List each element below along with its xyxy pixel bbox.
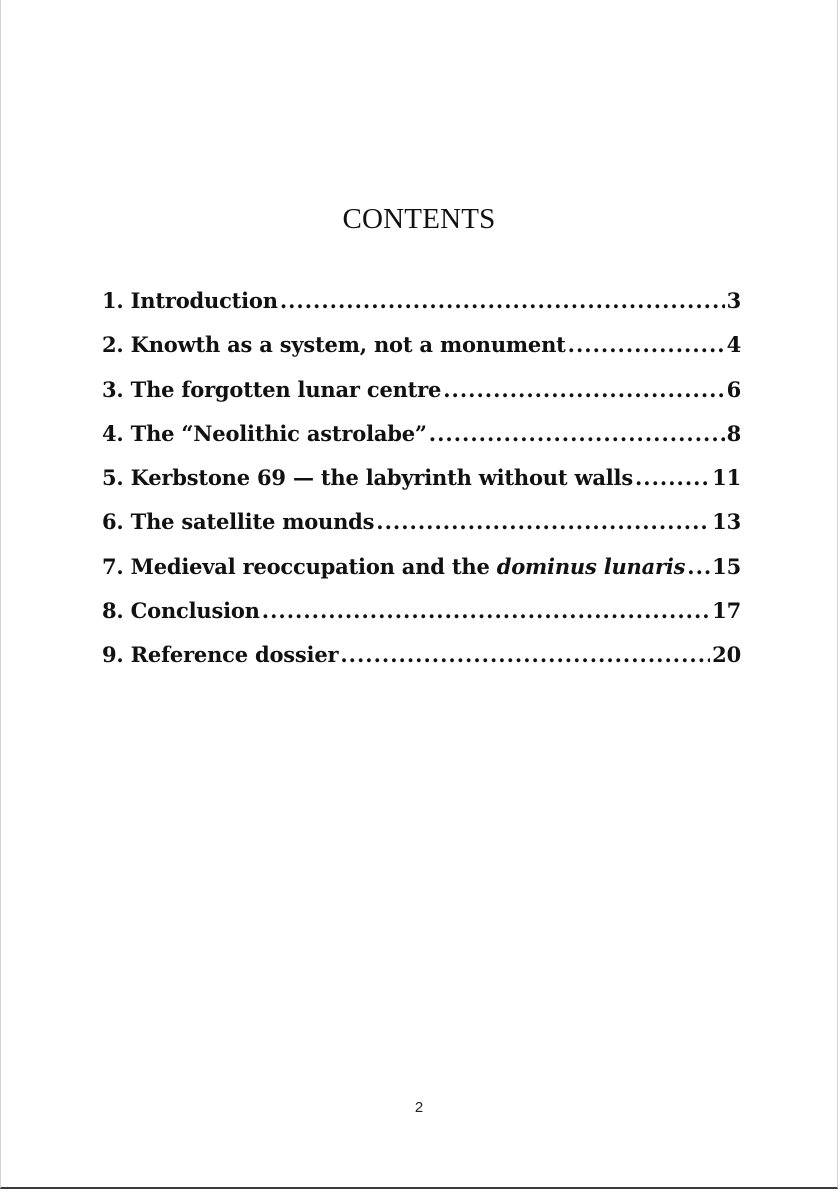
toc-entry-title: Medieval reoccupation and the: [130, 553, 497, 579]
toc-entry[interactable]: [102, 377, 741, 421]
toc-dot-leader: [340, 642, 710, 667]
toc-entry-italic-term: dominus lunaris: [496, 553, 686, 579]
toc-entry-number: 4.: [102, 420, 124, 446]
toc-entry-page: 13: [712, 509, 741, 535]
toc-entry-title: The forgotten lunar centre: [130, 376, 442, 402]
toc-entry-label: [102, 377, 441, 402]
toc-entry[interactable]: [102, 509, 741, 553]
toc-entry-label: [102, 509, 374, 534]
toc-entry-title: Introduction: [130, 288, 278, 313]
toc-entry[interactable]: [102, 598, 741, 642]
toc-entry-number: 5.: [102, 465, 124, 491]
toc-entry[interactable]: [102, 288, 741, 332]
toc-dot-leader: [635, 465, 710, 490]
toc-entry-title: The satellite mounds: [130, 509, 375, 535]
toc-dot-leader: [280, 288, 725, 313]
toc-entry-label: [102, 554, 685, 579]
toc-entry-label: [102, 421, 427, 446]
toc-dot-leader: [262, 598, 710, 623]
toc-entry-page: 3: [726, 288, 741, 313]
toc-entry-number: 9.: [102, 642, 124, 668]
toc-entry[interactable]: [102, 465, 741, 509]
toc-entry-label: [102, 332, 566, 357]
toc-entry-page: 6: [726, 376, 741, 402]
toc-entry-page: 20: [712, 642, 741, 668]
toc-entry-title: Conclusion: [130, 598, 260, 624]
toc-entry-label: [102, 288, 278, 313]
toc-entry-label: [102, 598, 260, 623]
toc-entry-title: The “Neolithic astrolabe”: [130, 420, 427, 446]
toc-entry-page: 11: [712, 465, 741, 491]
table-of-contents: [102, 288, 741, 687]
toc-entry[interactable]: [102, 332, 741, 376]
toc-entry-number: 7.: [102, 553, 124, 579]
toc-dot-leader: [429, 421, 725, 446]
toc-entry-title: Reference dossier: [130, 642, 339, 668]
toc-entry-number: 1.: [102, 288, 124, 313]
toc-dot-leader: [376, 509, 710, 534]
toc-entry-title: Knowth as a system, not a monument: [130, 332, 566, 358]
toc-entry-label: [102, 465, 633, 490]
toc-entry[interactable]: [102, 554, 741, 598]
toc-entry-page: 17: [712, 598, 741, 624]
toc-entry-page: 4: [726, 332, 741, 358]
toc-entry-number: 2.: [102, 332, 124, 358]
toc-entry[interactable]: [102, 642, 741, 686]
toc-dot-leader: [687, 554, 710, 579]
toc-dot-leader: [568, 332, 725, 357]
toc-entry-title: Kerbstone 69 — the labyrinth without walls: [130, 465, 633, 491]
page-number: 2: [414, 1099, 424, 1116]
toc-entry-number: 3.: [102, 376, 124, 402]
page-title: CONTENTS: [342, 203, 496, 235]
toc-entry-page: 15: [712, 553, 741, 579]
toc-entry[interactable]: [102, 421, 741, 465]
toc-entry-number: 6.: [102, 509, 124, 535]
toc-entry-label: [102, 642, 338, 667]
toc-entry-number: 8.: [102, 598, 124, 624]
toc-dot-leader: [443, 377, 724, 402]
toc-entry-page: 8: [726, 420, 741, 446]
